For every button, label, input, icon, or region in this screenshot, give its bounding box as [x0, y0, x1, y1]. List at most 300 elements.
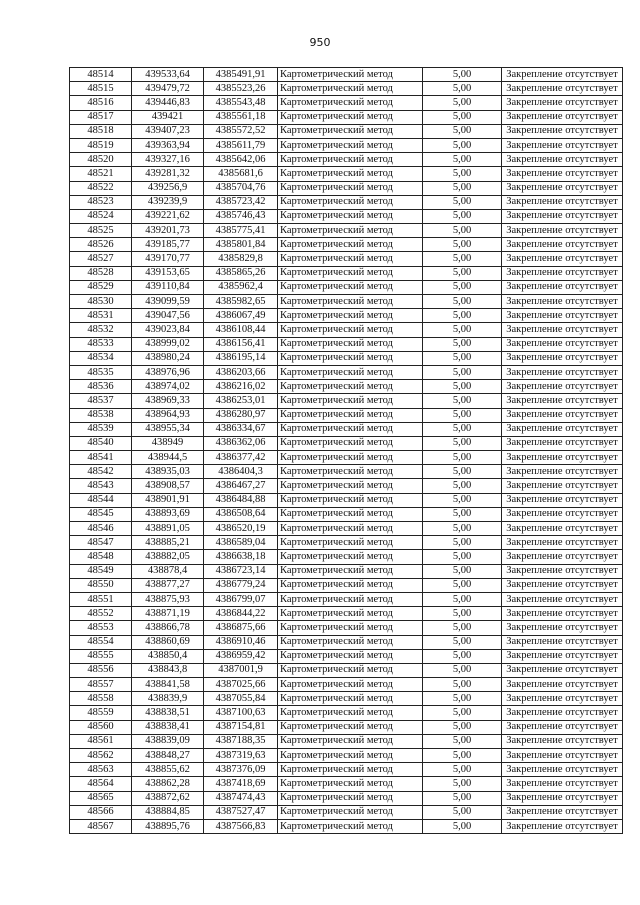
- method-cell: Картометрический метод: [278, 749, 423, 763]
- y-coordinate-cell: 4386959,42: [204, 649, 278, 663]
- method-cell: Картометрический метод: [278, 720, 423, 734]
- y-coordinate-cell: 4386779,24: [204, 578, 278, 592]
- table-row: [70, 536, 623, 550]
- table-row: [70, 337, 623, 351]
- accuracy-cell: 5,00: [423, 592, 502, 606]
- x-coordinate-cell: 438862,28: [132, 777, 204, 791]
- fixing-description-cell: Закрепление отсутствует: [502, 295, 623, 309]
- fixing-description-cell: Закрепление отсутствует: [502, 663, 623, 677]
- method-cell: Картометрический метод: [278, 68, 423, 82]
- method-cell: Картометрический метод: [278, 493, 423, 507]
- table-row: [70, 720, 623, 734]
- y-coordinate-cell: 4386203,66: [204, 365, 278, 379]
- y-coordinate-cell: 4385561,18: [204, 110, 278, 124]
- table-row: [70, 82, 623, 96]
- accuracy-cell: 5,00: [423, 337, 502, 351]
- x-coordinate-cell: 438885,21: [132, 536, 204, 550]
- method-cell: Картометрический метод: [278, 522, 423, 536]
- x-coordinate-cell: 439479,72: [132, 82, 204, 96]
- x-coordinate-cell: 439327,16: [132, 153, 204, 167]
- method-cell: Картометрический метод: [278, 564, 423, 578]
- accuracy-cell: 5,00: [423, 436, 502, 450]
- accuracy-cell: 5,00: [423, 351, 502, 365]
- method-cell: Картометрический метод: [278, 706, 423, 720]
- method-cell: Картометрический метод: [278, 209, 423, 223]
- accuracy-cell: 5,00: [423, 635, 502, 649]
- fixing-description-cell: Закрепление отсутствует: [502, 749, 623, 763]
- table-row: [70, 422, 623, 436]
- y-coordinate-cell: 4385704,76: [204, 181, 278, 195]
- y-coordinate-cell: 4385572,52: [204, 124, 278, 138]
- table-row: [70, 763, 623, 777]
- point-number-cell: 48547: [70, 536, 132, 550]
- table-row: [70, 777, 623, 791]
- fixing-description-cell: Закрепление отсутствует: [502, 507, 623, 521]
- fixing-description-cell: Закрепление отсутствует: [502, 706, 623, 720]
- y-coordinate-cell: 4386799,07: [204, 592, 278, 606]
- accuracy-cell: 5,00: [423, 564, 502, 578]
- point-number-cell: 48550: [70, 578, 132, 592]
- fixing-description-cell: Закрепление отсутствует: [502, 110, 623, 124]
- y-coordinate-cell: 4387154,81: [204, 720, 278, 734]
- x-coordinate-cell: 438895,76: [132, 819, 204, 833]
- y-coordinate-cell: 4385775,41: [204, 224, 278, 238]
- point-number-cell: 48556: [70, 663, 132, 677]
- accuracy-cell: 5,00: [423, 167, 502, 181]
- x-coordinate-cell: 438855,62: [132, 763, 204, 777]
- point-number-cell: 48560: [70, 720, 132, 734]
- point-number-cell: 48530: [70, 295, 132, 309]
- y-coordinate-cell: 4386067,49: [204, 309, 278, 323]
- method-cell: Картометрический метод: [278, 408, 423, 422]
- table-row: [70, 607, 623, 621]
- method-cell: Картометрический метод: [278, 422, 423, 436]
- accuracy-cell: 5,00: [423, 110, 502, 124]
- fixing-description-cell: Закрепление отсутствует: [502, 309, 623, 323]
- point-number-cell: 48565: [70, 791, 132, 805]
- table-row: [70, 749, 623, 763]
- x-coordinate-cell: 439446,83: [132, 96, 204, 110]
- accuracy-cell: 5,00: [423, 124, 502, 138]
- method-cell: Картометрический метод: [278, 536, 423, 550]
- table-row: [70, 323, 623, 337]
- x-coordinate-cell: 438882,05: [132, 550, 204, 564]
- y-coordinate-cell: 4385642,06: [204, 153, 278, 167]
- method-cell: Картометрический метод: [278, 309, 423, 323]
- table-row: [70, 734, 623, 748]
- y-coordinate-cell: 4386253,01: [204, 394, 278, 408]
- method-cell: Картометрический метод: [278, 692, 423, 706]
- y-coordinate-cell: 4386638,18: [204, 550, 278, 564]
- y-coordinate-cell: 4387001,9: [204, 663, 278, 677]
- accuracy-cell: 5,00: [423, 280, 502, 294]
- accuracy-cell: 5,00: [423, 663, 502, 677]
- accuracy-cell: 5,00: [423, 380, 502, 394]
- point-number-cell: 48533: [70, 337, 132, 351]
- table-row: [70, 295, 623, 309]
- table-row: [70, 819, 623, 833]
- accuracy-cell: 5,00: [423, 68, 502, 82]
- x-coordinate-cell: 438893,69: [132, 507, 204, 521]
- x-coordinate-cell: 438891,05: [132, 522, 204, 536]
- y-coordinate-cell: 4385491,91: [204, 68, 278, 82]
- method-cell: Картометрический метод: [278, 635, 423, 649]
- table-row: [70, 692, 623, 706]
- table-row: [70, 209, 623, 223]
- fixing-description-cell: Закрепление отсутствует: [502, 422, 623, 436]
- y-coordinate-cell: 4385746,43: [204, 209, 278, 223]
- fixing-description-cell: Закрепление отсутствует: [502, 167, 623, 181]
- point-number-cell: 48554: [70, 635, 132, 649]
- point-number-cell: 48543: [70, 479, 132, 493]
- x-coordinate-cell: 438999,02: [132, 337, 204, 351]
- point-number-cell: 48558: [70, 692, 132, 706]
- accuracy-cell: 5,00: [423, 224, 502, 238]
- y-coordinate-cell: 4387418,69: [204, 777, 278, 791]
- y-coordinate-cell: 4385681,6: [204, 167, 278, 181]
- point-number-cell: 48531: [70, 309, 132, 323]
- point-number-cell: 48517: [70, 110, 132, 124]
- fixing-description-cell: Закрепление отсутствует: [502, 621, 623, 635]
- y-coordinate-cell: 4386467,27: [204, 479, 278, 493]
- point-number-cell: 48526: [70, 238, 132, 252]
- table-row: [70, 351, 623, 365]
- fixing-description-cell: Закрепление отсутствует: [502, 720, 623, 734]
- x-coordinate-cell: 438875,93: [132, 592, 204, 606]
- method-cell: Картометрический метод: [278, 621, 423, 635]
- method-cell: Картометрический метод: [278, 181, 423, 195]
- accuracy-cell: 5,00: [423, 153, 502, 167]
- accuracy-cell: 5,00: [423, 138, 502, 152]
- x-coordinate-cell: 439099,59: [132, 295, 204, 309]
- fixing-description-cell: Закрепление отсутствует: [502, 649, 623, 663]
- table-row: [70, 635, 623, 649]
- fixing-description-cell: Закрепление отсутствует: [502, 564, 623, 578]
- accuracy-cell: 5,00: [423, 323, 502, 337]
- table-row: [70, 238, 623, 252]
- point-number-cell: 48567: [70, 819, 132, 833]
- point-number-cell: 48546: [70, 522, 132, 536]
- fixing-description-cell: Закрепление отсутствует: [502, 209, 623, 223]
- point-number-cell: 48525: [70, 224, 132, 238]
- fixing-description-cell: Закрепление отсутствует: [502, 394, 623, 408]
- table-row: [70, 280, 623, 294]
- accuracy-cell: 5,00: [423, 365, 502, 379]
- fixing-description-cell: Закрепление отсутствует: [502, 238, 623, 252]
- table-row: [70, 110, 623, 124]
- fixing-description-cell: Закрепление отсутствует: [502, 692, 623, 706]
- fixing-description-cell: Закрепление отсутствует: [502, 819, 623, 833]
- accuracy-cell: 5,00: [423, 550, 502, 564]
- y-coordinate-cell: 4385523,26: [204, 82, 278, 96]
- x-coordinate-cell: 439201,73: [132, 224, 204, 238]
- point-number-cell: 48552: [70, 607, 132, 621]
- table-row: [70, 621, 623, 635]
- page-number: 950: [309, 36, 331, 49]
- x-coordinate-cell: 438871,19: [132, 607, 204, 621]
- table-row: [70, 167, 623, 181]
- point-number-cell: 48535: [70, 365, 132, 379]
- method-cell: Картометрический метод: [278, 479, 423, 493]
- table-row: [70, 465, 623, 479]
- method-cell: Картометрический метод: [278, 167, 423, 181]
- fixing-description-cell: Закрепление отсутствует: [502, 493, 623, 507]
- x-coordinate-cell: 438843,8: [132, 663, 204, 677]
- y-coordinate-cell: 4387376,09: [204, 763, 278, 777]
- fixing-description-cell: Закрепление отсутствует: [502, 592, 623, 606]
- point-number-cell: 48557: [70, 678, 132, 692]
- y-coordinate-cell: 4386508,64: [204, 507, 278, 521]
- method-cell: Картометрический метод: [278, 124, 423, 138]
- method-cell: Картометрический метод: [278, 195, 423, 209]
- fixing-description-cell: Закрепление отсутствует: [502, 451, 623, 465]
- fixing-description-cell: Закрепление отсутствует: [502, 522, 623, 536]
- boundary-points-table: [69, 67, 623, 834]
- accuracy-cell: 5,00: [423, 649, 502, 663]
- accuracy-cell: 5,00: [423, 493, 502, 507]
- accuracy-cell: 5,00: [423, 394, 502, 408]
- method-cell: Картометрический метод: [278, 649, 423, 663]
- table-row: [70, 706, 623, 720]
- accuracy-cell: 5,00: [423, 578, 502, 592]
- fixing-description-cell: Закрепление отсутствует: [502, 635, 623, 649]
- table-row: [70, 451, 623, 465]
- accuracy-cell: 5,00: [423, 181, 502, 195]
- point-number-cell: 48538: [70, 408, 132, 422]
- method-cell: Картометрический метод: [278, 436, 423, 450]
- accuracy-cell: 5,00: [423, 195, 502, 209]
- fixing-description-cell: Закрепление отсутствует: [502, 68, 623, 82]
- y-coordinate-cell: 4386195,14: [204, 351, 278, 365]
- accuracy-cell: 5,00: [423, 209, 502, 223]
- method-cell: Картометрический метод: [278, 578, 423, 592]
- y-coordinate-cell: 4387319,63: [204, 749, 278, 763]
- point-number-cell: 48563: [70, 763, 132, 777]
- x-coordinate-cell: 438860,69: [132, 635, 204, 649]
- fixing-description-cell: Закрепление отсутствует: [502, 578, 623, 592]
- point-number-cell: 48539: [70, 422, 132, 436]
- point-number-cell: 48537: [70, 394, 132, 408]
- table-row: [70, 649, 623, 663]
- point-number-cell: 48540: [70, 436, 132, 450]
- method-cell: Картометрический метод: [278, 266, 423, 280]
- table-row: [70, 252, 623, 266]
- fixing-description-cell: Закрепление отсутствует: [502, 124, 623, 138]
- x-coordinate-cell: 439023,84: [132, 323, 204, 337]
- table-row: [70, 592, 623, 606]
- y-coordinate-cell: 4386377,42: [204, 451, 278, 465]
- accuracy-cell: 5,00: [423, 507, 502, 521]
- accuracy-cell: 5,00: [423, 692, 502, 706]
- method-cell: Картометрический метод: [278, 351, 423, 365]
- accuracy-cell: 5,00: [423, 763, 502, 777]
- x-coordinate-cell: 439363,94: [132, 138, 204, 152]
- x-coordinate-cell: 439047,56: [132, 309, 204, 323]
- x-coordinate-cell: 438850,4: [132, 649, 204, 663]
- point-number-cell: 48561: [70, 734, 132, 748]
- point-number-cell: 48516: [70, 96, 132, 110]
- point-number-cell: 48527: [70, 252, 132, 266]
- table-row: [70, 68, 623, 82]
- table-row: [70, 408, 623, 422]
- point-number-cell: 48520: [70, 153, 132, 167]
- method-cell: Картометрический метод: [278, 238, 423, 252]
- x-coordinate-cell: 439170,77: [132, 252, 204, 266]
- accuracy-cell: 5,00: [423, 479, 502, 493]
- point-number-cell: 48541: [70, 451, 132, 465]
- method-cell: Картометрический метод: [278, 295, 423, 309]
- table-row: [70, 181, 623, 195]
- table-row: [70, 394, 623, 408]
- fixing-description-cell: Закрепление отсутствует: [502, 337, 623, 351]
- fixing-description-cell: Закрепление отсутствует: [502, 266, 623, 280]
- x-coordinate-cell: 438866,78: [132, 621, 204, 635]
- fixing-description-cell: Закрепление отсутствует: [502, 252, 623, 266]
- x-coordinate-cell: 438848,27: [132, 749, 204, 763]
- x-coordinate-cell: 439256,9: [132, 181, 204, 195]
- point-number-cell: 48519: [70, 138, 132, 152]
- x-coordinate-cell: 439407,23: [132, 124, 204, 138]
- accuracy-cell: 5,00: [423, 607, 502, 621]
- fixing-description-cell: Закрепление отсутствует: [502, 678, 623, 692]
- fixing-description-cell: Закрепление отсутствует: [502, 536, 623, 550]
- method-cell: Картометрический метод: [278, 82, 423, 96]
- point-number-cell: 48564: [70, 777, 132, 791]
- method-cell: Картометрический метод: [278, 663, 423, 677]
- x-coordinate-cell: 438969,33: [132, 394, 204, 408]
- table-row: [70, 266, 623, 280]
- x-coordinate-cell: 439281,32: [132, 167, 204, 181]
- fixing-description-cell: Закрепление отсутствует: [502, 351, 623, 365]
- fixing-description-cell: Закрепление отсутствует: [502, 224, 623, 238]
- y-coordinate-cell: 4386362,06: [204, 436, 278, 450]
- accuracy-cell: 5,00: [423, 621, 502, 635]
- x-coordinate-cell: 438839,09: [132, 734, 204, 748]
- y-coordinate-cell: 4385829,8: [204, 252, 278, 266]
- x-coordinate-cell: 439421: [132, 110, 204, 124]
- point-number-cell: 48532: [70, 323, 132, 337]
- point-number-cell: 48515: [70, 82, 132, 96]
- method-cell: Картометрический метод: [278, 451, 423, 465]
- table-row: [70, 436, 623, 450]
- fixing-description-cell: Закрепление отсутствует: [502, 82, 623, 96]
- y-coordinate-cell: 4385982,65: [204, 295, 278, 309]
- method-cell: Картометрический метод: [278, 138, 423, 152]
- accuracy-cell: 5,00: [423, 295, 502, 309]
- fixing-description-cell: Закрепление отсутствует: [502, 791, 623, 805]
- point-number-cell: 48528: [70, 266, 132, 280]
- method-cell: Картометрический метод: [278, 507, 423, 521]
- table-row: [70, 791, 623, 805]
- method-cell: Картометрический метод: [278, 394, 423, 408]
- table-row: [70, 678, 623, 692]
- accuracy-cell: 5,00: [423, 819, 502, 833]
- point-number-cell: 48548: [70, 550, 132, 564]
- fixing-description-cell: Закрепление отсутствует: [502, 96, 623, 110]
- fixing-description-cell: Закрепление отсутствует: [502, 380, 623, 394]
- x-coordinate-cell: 438838,51: [132, 706, 204, 720]
- accuracy-cell: 5,00: [423, 706, 502, 720]
- table-row: [70, 493, 623, 507]
- method-cell: Картометрический метод: [278, 777, 423, 791]
- point-number-cell: 48529: [70, 280, 132, 294]
- y-coordinate-cell: 4386280,97: [204, 408, 278, 422]
- point-number-cell: 48549: [70, 564, 132, 578]
- fixing-description-cell: Закрепление отсутствует: [502, 436, 623, 450]
- accuracy-cell: 5,00: [423, 96, 502, 110]
- table-row: [70, 663, 623, 677]
- accuracy-cell: 5,00: [423, 734, 502, 748]
- table-row: [70, 564, 623, 578]
- y-coordinate-cell: 4386404,3: [204, 465, 278, 479]
- table-row: [70, 138, 623, 152]
- x-coordinate-cell: 438955,34: [132, 422, 204, 436]
- accuracy-cell: 5,00: [423, 465, 502, 479]
- point-number-cell: 48536: [70, 380, 132, 394]
- fixing-description-cell: Закрепление отсутствует: [502, 365, 623, 379]
- y-coordinate-cell: 4387527,47: [204, 805, 278, 819]
- y-coordinate-cell: 4387474,43: [204, 791, 278, 805]
- x-coordinate-cell: 439185,77: [132, 238, 204, 252]
- accuracy-cell: 5,00: [423, 522, 502, 536]
- y-coordinate-cell: 4386484,88: [204, 493, 278, 507]
- method-cell: Картометрический метод: [278, 224, 423, 238]
- accuracy-cell: 5,00: [423, 82, 502, 96]
- method-cell: Картометрический метод: [278, 365, 423, 379]
- fixing-description-cell: Закрепление отсутствует: [502, 734, 623, 748]
- table-row: [70, 309, 623, 323]
- point-number-cell: 48521: [70, 167, 132, 181]
- point-number-cell: 48566: [70, 805, 132, 819]
- method-cell: Картометрический метод: [278, 763, 423, 777]
- y-coordinate-cell: 4385611,79: [204, 138, 278, 152]
- fixing-description-cell: Закрепление отсутствует: [502, 153, 623, 167]
- table-row: [70, 507, 623, 521]
- x-coordinate-cell: 438872,62: [132, 791, 204, 805]
- x-coordinate-cell: 438877,27: [132, 578, 204, 592]
- method-cell: Картометрический метод: [278, 791, 423, 805]
- point-number-cell: 48522: [70, 181, 132, 195]
- method-cell: Картометрический метод: [278, 805, 423, 819]
- y-coordinate-cell: 4386723,14: [204, 564, 278, 578]
- accuracy-cell: 5,00: [423, 309, 502, 323]
- x-coordinate-cell: 438878,4: [132, 564, 204, 578]
- accuracy-cell: 5,00: [423, 451, 502, 465]
- accuracy-cell: 5,00: [423, 749, 502, 763]
- x-coordinate-cell: 438974,02: [132, 380, 204, 394]
- y-coordinate-cell: 4387188,35: [204, 734, 278, 748]
- x-coordinate-cell: 438838,41: [132, 720, 204, 734]
- accuracy-cell: 5,00: [423, 408, 502, 422]
- y-coordinate-cell: 4386844,22: [204, 607, 278, 621]
- table-row: [70, 578, 623, 592]
- y-coordinate-cell: 4386108,44: [204, 323, 278, 337]
- y-coordinate-cell: 4386156,41: [204, 337, 278, 351]
- table-row: [70, 522, 623, 536]
- fixing-description-cell: Закрепление отсутствует: [502, 805, 623, 819]
- accuracy-cell: 5,00: [423, 791, 502, 805]
- table-row: [70, 96, 623, 110]
- x-coordinate-cell: 438901,91: [132, 493, 204, 507]
- method-cell: Картометрический метод: [278, 153, 423, 167]
- point-number-cell: 48544: [70, 493, 132, 507]
- x-coordinate-cell: 438839,9: [132, 692, 204, 706]
- fixing-description-cell: Закрепление отсутствует: [502, 607, 623, 621]
- method-cell: Картометрический метод: [278, 337, 423, 351]
- y-coordinate-cell: 4385801,84: [204, 238, 278, 252]
- table-row: [70, 365, 623, 379]
- table-row: [70, 224, 623, 238]
